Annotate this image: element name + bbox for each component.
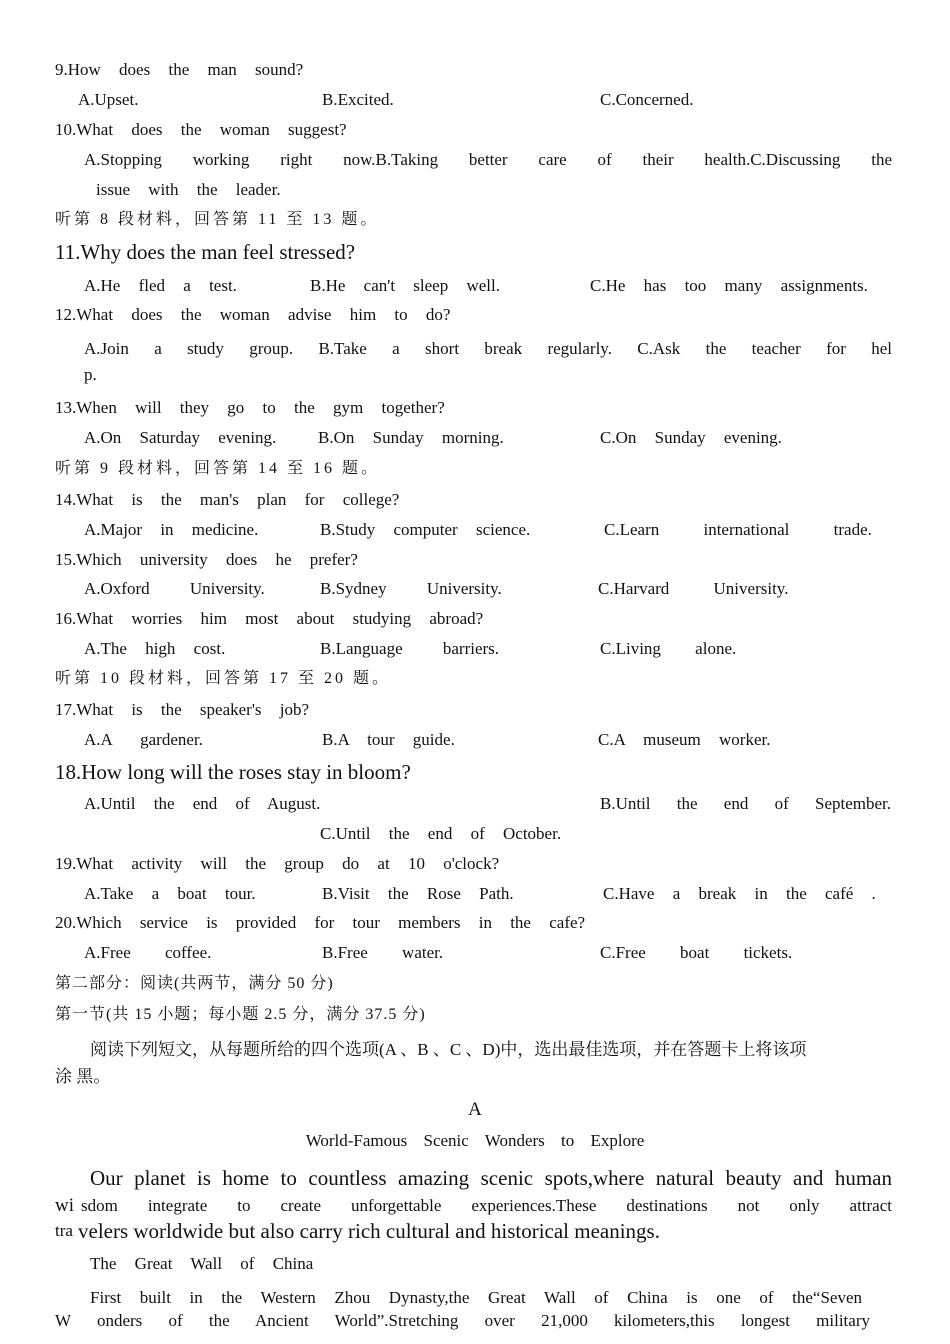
reading-instructions-line1: 阅读下列短文，从每题所给的四个选项(A 、B 、C 、D)中，选出最佳选项，并在答题卡上将该项	[90, 1040, 807, 1059]
reading-instructions-line2: 涂 黑。	[55, 1067, 111, 1086]
question-18-option-b: B.Until the end of September.	[600, 794, 892, 813]
reading-section-title: 第一节(共 15 小题；每小题 2.5 分，满分 37.5 分)	[55, 1006, 426, 1023]
question-15-option-c: C.Harvard University.	[598, 579, 789, 598]
question-11-option-c: C.He has too many assignments.	[590, 276, 868, 295]
question-15-option-a: A.Oxford University.	[84, 579, 265, 598]
question-9-option-a: A.Upset.	[78, 90, 139, 109]
question-16-option-a: A.The high cost.	[84, 639, 226, 658]
question-18-option-c: C.Until the end of October.	[320, 824, 562, 843]
passage-letter: A	[468, 1099, 482, 1120]
question-13-option-b: B.On Sunday morning.	[318, 428, 504, 447]
passage-paragraph-1-line3: velers worldwide but also carry rich cultural and historical meanings.	[78, 1219, 660, 1243]
question-15-option-b: B.Sydney University.	[320, 579, 502, 598]
question-11-option-b: B.He can't sleep well.	[310, 276, 500, 295]
passage-paragraph-2-line1: First built in the Western Zhou Dynasty,the Great Wall of China is one of the“Seven	[90, 1288, 862, 1307]
question-17-option-b: B.A tour guide.	[322, 730, 455, 749]
question-10-options-line1: A.Stopping working right now.B.Taking better care of their health.C.Discussing the	[84, 150, 892, 169]
passage-paragraph-1-line1: Our planet is home to countless amazing scenic spots,where natural beauty and human	[90, 1166, 892, 1190]
question-16-option-b: B.Language barriers.	[320, 639, 500, 658]
passage-paragraph-1-line2: sdom integrate to create unforgettable experiences.These destinations not only attract	[81, 1196, 892, 1215]
question-18-stem: 18.How long will the roses stay in bloom?	[55, 760, 411, 784]
question-17-option-c: C.A museum worker.	[598, 730, 771, 749]
question-13-stem: 13.When will they go to the gym together?	[55, 398, 445, 417]
section-9-heading: 听第 9 段材料，回答第 14 至 16 题。	[55, 460, 381, 477]
question-20-option-c: C.Free boat tickets.	[600, 943, 793, 962]
question-9-stem: 9.How does the man sound?	[55, 60, 304, 79]
question-17-stem: 17.What is the speaker's job?	[55, 700, 310, 719]
question-12-options-line2: p.	[84, 365, 97, 384]
section-10-heading: 听第 10 段材料，回答第 17 至 20 题。	[55, 670, 392, 687]
question-12-options-line1: A.Join a study group. B.Take a short break regularly. C.Ask the teacher for hel	[84, 339, 892, 358]
question-14-option-b: B.Study computer science.	[320, 520, 531, 539]
question-10-stem: 10.What does the woman suggest?	[55, 120, 347, 139]
question-14-option-c: C.Learn international trade.	[604, 520, 872, 539]
passage-subheading: The Great Wall of China	[90, 1254, 314, 1273]
question-20-stem: 20.Which service is provided for tour members in the cafe?	[55, 913, 586, 932]
question-9-option-c: C.Concerned.	[600, 90, 694, 109]
reading-part-title: 第二部分：阅读(共两节，满分 50 分)	[55, 975, 334, 992]
question-20-option-b: B.Free water.	[322, 943, 444, 962]
question-19-option-c: C.Have a break in the café .	[603, 884, 876, 903]
question-13-option-c: C.On Sunday evening.	[600, 428, 782, 447]
question-14-option-a: A.Major in medicine.	[84, 520, 259, 539]
passage-title: World-Famous Scenic Wonders to Explore	[305, 1131, 645, 1150]
section-8-heading: 听第 8 段材料，回答第 11 至 13 题。	[55, 211, 380, 228]
passage-paragraph-2-line2: W onders of the Ancient World”.Stretching over 21,000 kilometers,this longest military	[55, 1311, 870, 1330]
question-14-stem: 14.What is the man's plan for college?	[55, 490, 400, 509]
question-19-option-a: A.Take a boat tour.	[84, 884, 256, 903]
question-11-stem: 11.Why does the man feel stressed?	[55, 240, 356, 264]
question-15-stem: 15.Which university does he prefer?	[55, 550, 358, 569]
passage-paragraph-1-line3-prefix: tra	[55, 1221, 73, 1240]
question-13-option-a: A.On Saturday evening.	[84, 428, 277, 447]
question-19-stem: 19.What activity will the group do at 10 o'clock?	[55, 854, 500, 873]
passage-paragraph-1-line2-prefix: wi	[55, 1195, 74, 1216]
question-20-option-a: A.Free coffee.	[84, 943, 212, 962]
question-12-stem: 12.What does the woman advise him to do?	[55, 305, 451, 324]
question-16-stem: 16.What worries him most about studying abroad?	[55, 609, 484, 628]
question-9-option-b: B.Excited.	[322, 90, 394, 109]
question-17-option-a: A.A gardener.	[84, 730, 203, 749]
question-16-option-c: C.Living alone.	[600, 639, 737, 658]
question-19-option-b: B.Visit the Rose Path.	[322, 884, 514, 903]
question-11-option-a: A.He fled a test.	[84, 276, 237, 295]
question-10-options-line2: issue with the leader.	[96, 180, 281, 199]
question-18-option-a: A.Until the end of August.	[84, 794, 321, 813]
